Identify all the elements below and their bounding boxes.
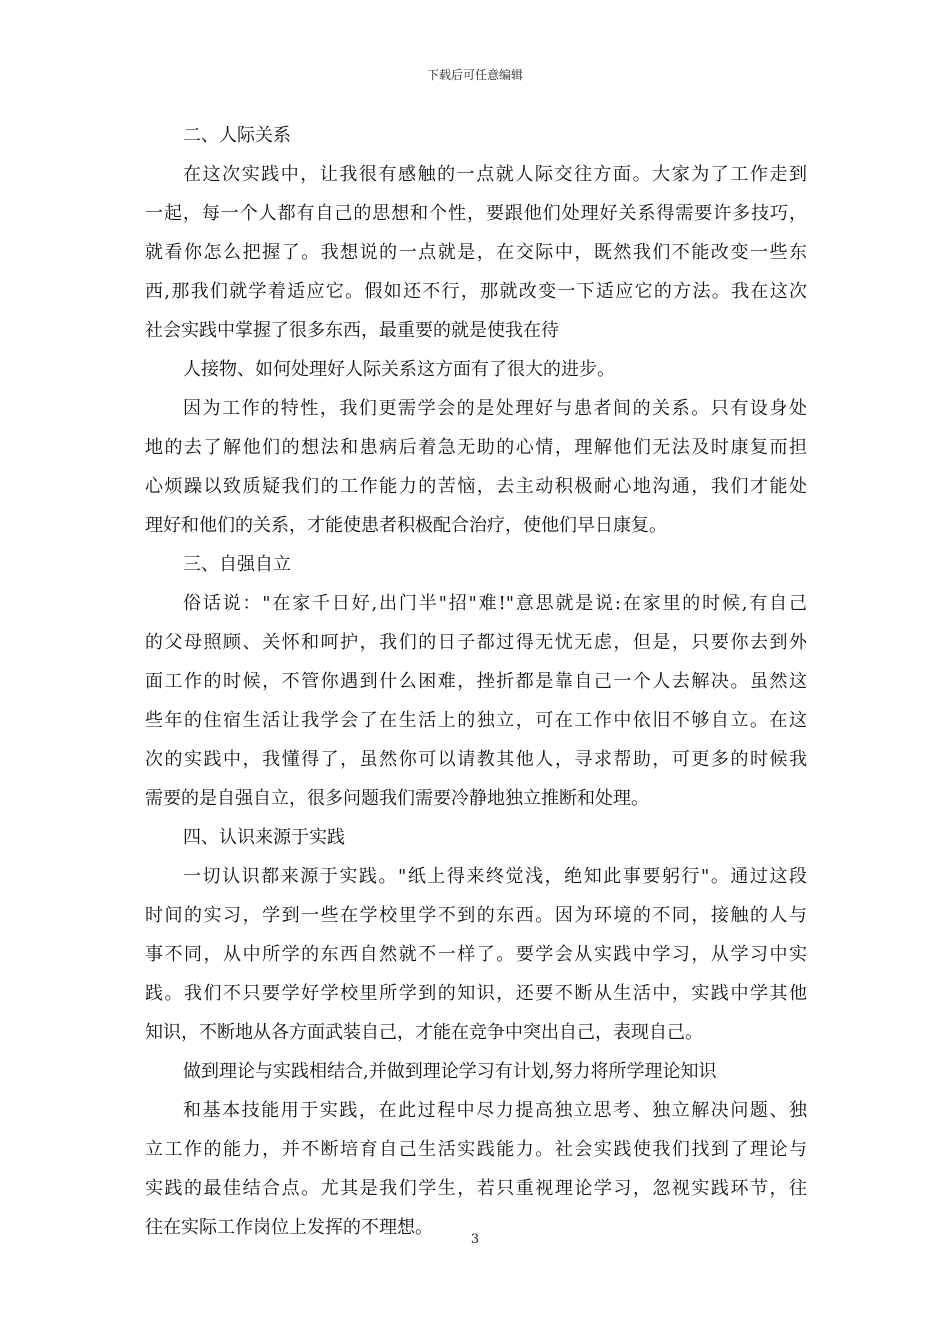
text-line: 理好和他们的关系，才能使患者积极配合治疗，使他们早日康复。	[145, 515, 667, 536]
text-line: 的父母照顾、关怀和呵护，我们的日子都过得无忧无虑，但是，只要你去到外	[145, 632, 807, 653]
text-line: 俗话说："在家千日好,出门半"招"难!"意思就是说:在家里的时候,有自己	[183, 593, 807, 614]
text-line: 一切认识都来源于实践。"纸上得来终觉浅，绝知此事要躬行"。通过这段	[183, 866, 807, 887]
page-header: 下载后可任意编辑	[426, 68, 523, 82]
text-line: 西,那我们就学着适应它。假如还不行，那就改变一下适应它的方法。我在这次	[145, 281, 807, 302]
text-line: 四、认识来源于实践	[183, 827, 345, 848]
text-line: 做到理论与实践相结合,并做到理论学习有计划,努力将所学理论知识	[183, 1061, 717, 1082]
text-line: 面工作的时候，不管你遇到什么困难，挫折都是靠自己一个人去解决。虽然这	[145, 671, 807, 692]
text-line: 时间的实习，学到一些在学校里学不到的东西。因为环境的不同，接触的人与	[145, 905, 807, 926]
text-line: 三、自强自立	[183, 554, 291, 575]
text-line: 立工作的能力，并不断培育自己生活实践能力。社会实践使我们找到了理论与	[145, 1139, 807, 1160]
text-line: 些年的住宿生活让我学会了在生活上的独立，可在工作中依旧不够自立。在这	[145, 710, 807, 731]
text-line: 一起，每一个人都有自己的思想和个性，要跟他们处理好关系得需要许多技巧，	[145, 203, 807, 224]
text-line: 就看你怎么把握了。我想说的一点就是，在交际中，既然我们不能改变一些东	[145, 242, 807, 263]
text-line: 往在实际工作岗位上发挥的不理想。	[145, 1217, 433, 1238]
text-line: 在这次实践中，让我很有感触的一点就人际交往方面。大家为了工作走到	[183, 164, 807, 185]
text-line: 需要的是自强自立，很多问题我们需要冷静地独立推断和处理。	[145, 788, 649, 809]
text-line: 知识，不断地从各方面武装自己，才能在竞争中突出自己，表现自己。	[145, 1022, 703, 1043]
text-line: 事不同，从中所学的东西自然就不一样了。要学会从实践中学习，从学习中实	[145, 944, 807, 965]
text-line: 社会实践中掌握了很多东西，最重要的就是使我在待	[145, 320, 559, 341]
text-line: 人接物、如何处理好人际关系这方面有了很大的进步。	[183, 359, 615, 380]
text-line: 践。我们不只要学好学校里所学到的知识，还要不断从生活中，实践中学其他	[145, 983, 807, 1004]
text-line: 实践的最佳结合点。尤其是我们学生，若只重视理论学习，忽视实践环节，往	[145, 1178, 807, 1199]
text-line: 次的实践中，我懂得了，虽然你可以请教其他人，寻求帮助，可更多的时候我	[145, 749, 807, 770]
text-line: 和基本技能用于实践，在此过程中尽力提高独立思考、独立解决问题、独	[183, 1100, 807, 1121]
text-line: 心烦躁以致质疑我们的工作能力的苦恼，去主动积极耐心地沟通，我们才能处	[145, 476, 807, 497]
document-body	[145, 116, 807, 1247]
page-number: 3	[470, 1232, 480, 1247]
text-line: 地的去了解他们的想法和患病后着急无助的心情，理解他们无法及时康复而担	[145, 437, 807, 458]
text-line: 因为工作的特性，我们更需学会的是处理好与患者间的关系。只有设身处	[183, 398, 807, 419]
text-line: 二、人际关系	[183, 125, 291, 146]
